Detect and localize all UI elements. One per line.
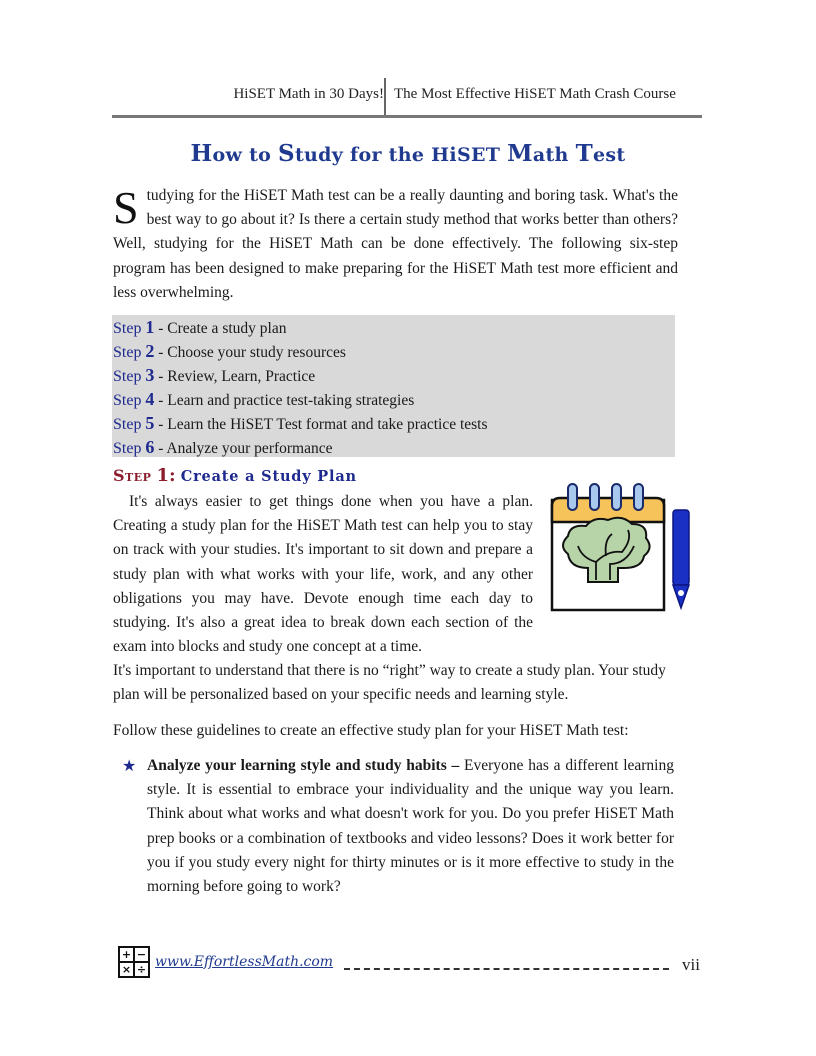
calendar-brain-pencil-icon bbox=[548, 480, 698, 615]
page-number: vii bbox=[682, 955, 700, 974]
dotted-leader bbox=[344, 968, 669, 970]
page-title: How to Study for the HiSET Math Test bbox=[190, 140, 626, 167]
header-rule bbox=[112, 115, 702, 118]
step-item: Step 2 - Choose your study resources bbox=[113, 341, 346, 361]
star-bullet-icon: ★ bbox=[122, 756, 137, 775]
section-paragraph: It's always easier to get things done when you have a plan. Creating a study plan for the HiSET Math test can help you to stay on track with your studies. It's important to sit down and prepare a study plan with what works with your life, work, and any other obligations you may have. Devote enough time each day to studying. It's also a great idea to break down each section of the exam into blocks and study one concept at a time. bbox=[113, 493, 533, 656]
step-item: Step 3 - Review, Learn, Practice bbox=[113, 365, 316, 385]
step-item: Step 5 - Learn the HiSET Test format and take practice tests bbox=[113, 413, 488, 433]
page-header bbox=[112, 78, 702, 116]
step-item: Step 6 - Analyze your performance bbox=[113, 437, 333, 457]
drop-cap: S bbox=[113, 182, 139, 233]
website-link[interactable]: www.EffortlessMath.com bbox=[155, 954, 334, 970]
book-subtitle: The Most Effective HiSET Math Crash Course bbox=[394, 86, 676, 102]
intro-text: tudying for the HiSET Math test can be a really daunting and boring task. What's the best way to go about it? Is there a certain study method that works better than others? Well, studying for the HiSET Math can be done effectively. The following six-step program has been designed to make preparing for the HiSET Math test more efficient and less overwhelming. bbox=[113, 187, 678, 301]
section-paragraph: Follow these guidelines to create an effective study plan for your HiSET Math test: bbox=[113, 722, 629, 739]
list-item: ★ Analyze your learning style and study habits – Everyone has a different learning style. It is essential to embrace your individuality and the unique way you learn. Think about what works and what doesn't work for you. Do you prefer HiSET Math prep books or a combination of textbooks and video lessons? Does it work better for you if you study every night for thirty minutes or is it more effective to study in the morning before going to work? bbox=[122, 756, 674, 896]
book-title: HiSET Math in 30 Days! bbox=[233, 86, 384, 102]
step-item: Step 4 - Learn and practice test-taking strategies bbox=[113, 389, 415, 409]
section-paragraph: It's important to understand that there is no “right” way to create a study plan. Your study plan will be personalized based on your specific needs and learning style. bbox=[113, 662, 666, 704]
page-footer bbox=[118, 946, 708, 980]
step-item: Step 1 - Create a study plan bbox=[113, 317, 287, 337]
intro-paragraph bbox=[113, 184, 678, 305]
steps-list bbox=[112, 315, 675, 457]
section-heading: Step 1: Create a Study Plan bbox=[113, 465, 357, 486]
header-divider bbox=[384, 78, 386, 116]
calculator-icon: + − × ÷ bbox=[118, 946, 150, 978]
